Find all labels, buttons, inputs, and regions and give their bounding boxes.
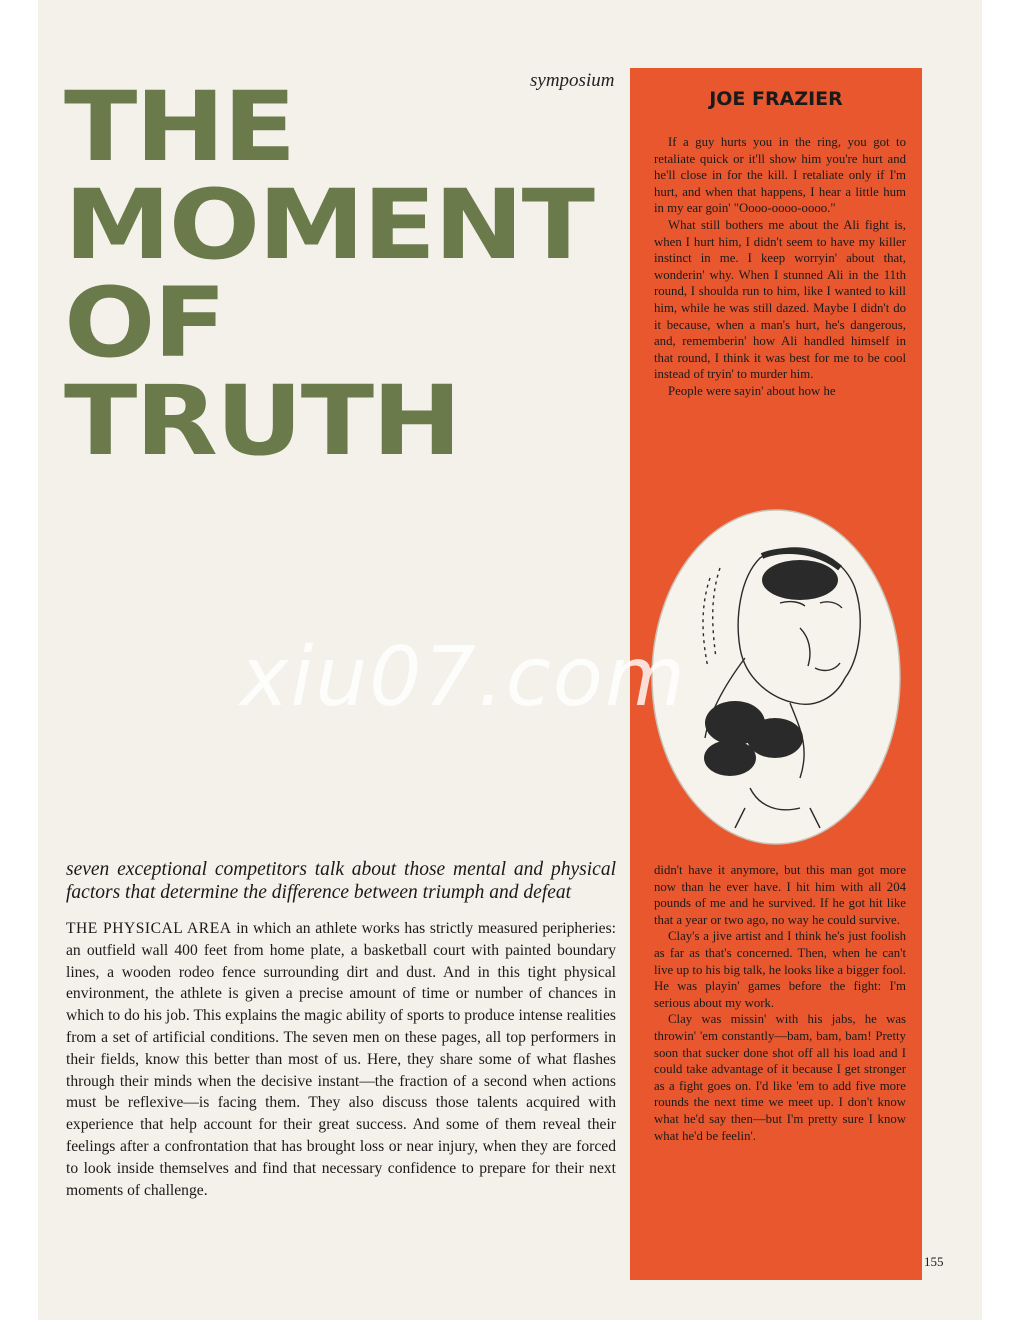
page-number: 155 (924, 1254, 944, 1269)
sidebar-text-top (654, 134, 906, 400)
caricature-of-boxer-icon (650, 508, 902, 846)
title-line-2: MOMENT (64, 169, 593, 281)
sidebar-name: JOE FRAZIER (709, 88, 843, 110)
title-line-4: TRUTH (64, 365, 460, 477)
article-body (66, 918, 616, 1201)
body-paragraph (66, 918, 616, 1201)
title-line-3: OF (64, 267, 225, 379)
sidebar-paragraph: What still bothers me about the Ali fight is, when I hurt him, I didn't seem to have my killer instinct in me. I keep worryin' about that, wonderin' why. When I stunned Ali in the 11th round, I shoulda run to him, like I wanted to kill him, while he was still dazed. Maybe I didn't do it because, when a man's hurt, he's dangerous, and, rememberin' how Ali handled himself in that round, I think it was best for me to be cool instead of tryin' to murder him. (654, 217, 906, 382)
sidebar-paragraph: Clay was missin' with his jabs, he was throwin' 'em constantly—bam, bam, bam! Pretty soon that sucker done shot off all his load and I could take advantage of it because I get stronger as a fight goes on. I'd like 'em to add five more rounds the next time we meet up. I don't know what he'd say then—but I'm pretty sure I know what he'd be feelin'. (654, 1012, 906, 1143)
sidebar-paragraph: Clay's a jive artist and I think he's just foolish as far as that's concerned. Then, when he can't live up to his big talk, he looks like a bigger fool. He was playin' games before the fight: I'm serious about my work. (654, 929, 906, 1010)
sidebar-text-bottom (654, 862, 906, 1144)
article-subhead: seven exceptional competitors talk about those mental and physical factors that determine the difference between triumph and defeat (66, 859, 616, 903)
body-text: in which an athlete works has strictly measured peripheries: an outfield wall 400 feet from home plate, a basketball court with painted boundary lines, a wooden rodeo fence surrounding dirt and dust. And in this tight physical environment, the athlete is given a precise amount of time or number of chances in which to do his job. This explains the magic ability of sports to produce intense realities from a set of artificial conditions. The seven men on these pages, all top performers in their fields, know this better than most of us. Here, they share some of what flashes through their minds when the decisive instant—the fraction of a second when actions must be reflexive—is facing them. They also discuss those talents acquired with experience that help account for their great success. And some of them reveal their feelings after a confrontation that has brought loss or near injury, when they are forced to look inside themselves and find that necessary confidence to prepare for their next moments of challenge. (66, 920, 616, 1199)
lead-in: THE PHYSICAL AREA (66, 920, 232, 937)
section-kicker: symposium (530, 70, 615, 91)
watermark-text: xiu07.com (240, 630, 687, 725)
sidebar-paragraph: People were sayin' about how he (668, 383, 836, 398)
sidebar-paragraph: If a guy hurts you in the ring, you got to retaliate quick or it'll show him you're hurt and he'll close in for the kill. I retaliate only if I'm hurt, and when that happens, I hear a little hum in my ear goin' "Oooo-oooo-oooo." (654, 135, 906, 216)
sidebar-paragraph: didn't have it anymore, but this man got more now than he ever have. I hit him with all 204 pounds of me and he survived. If he got hit like that a year or two ago, no way he could survive. (654, 863, 906, 927)
title-line-1: THE (64, 71, 295, 183)
